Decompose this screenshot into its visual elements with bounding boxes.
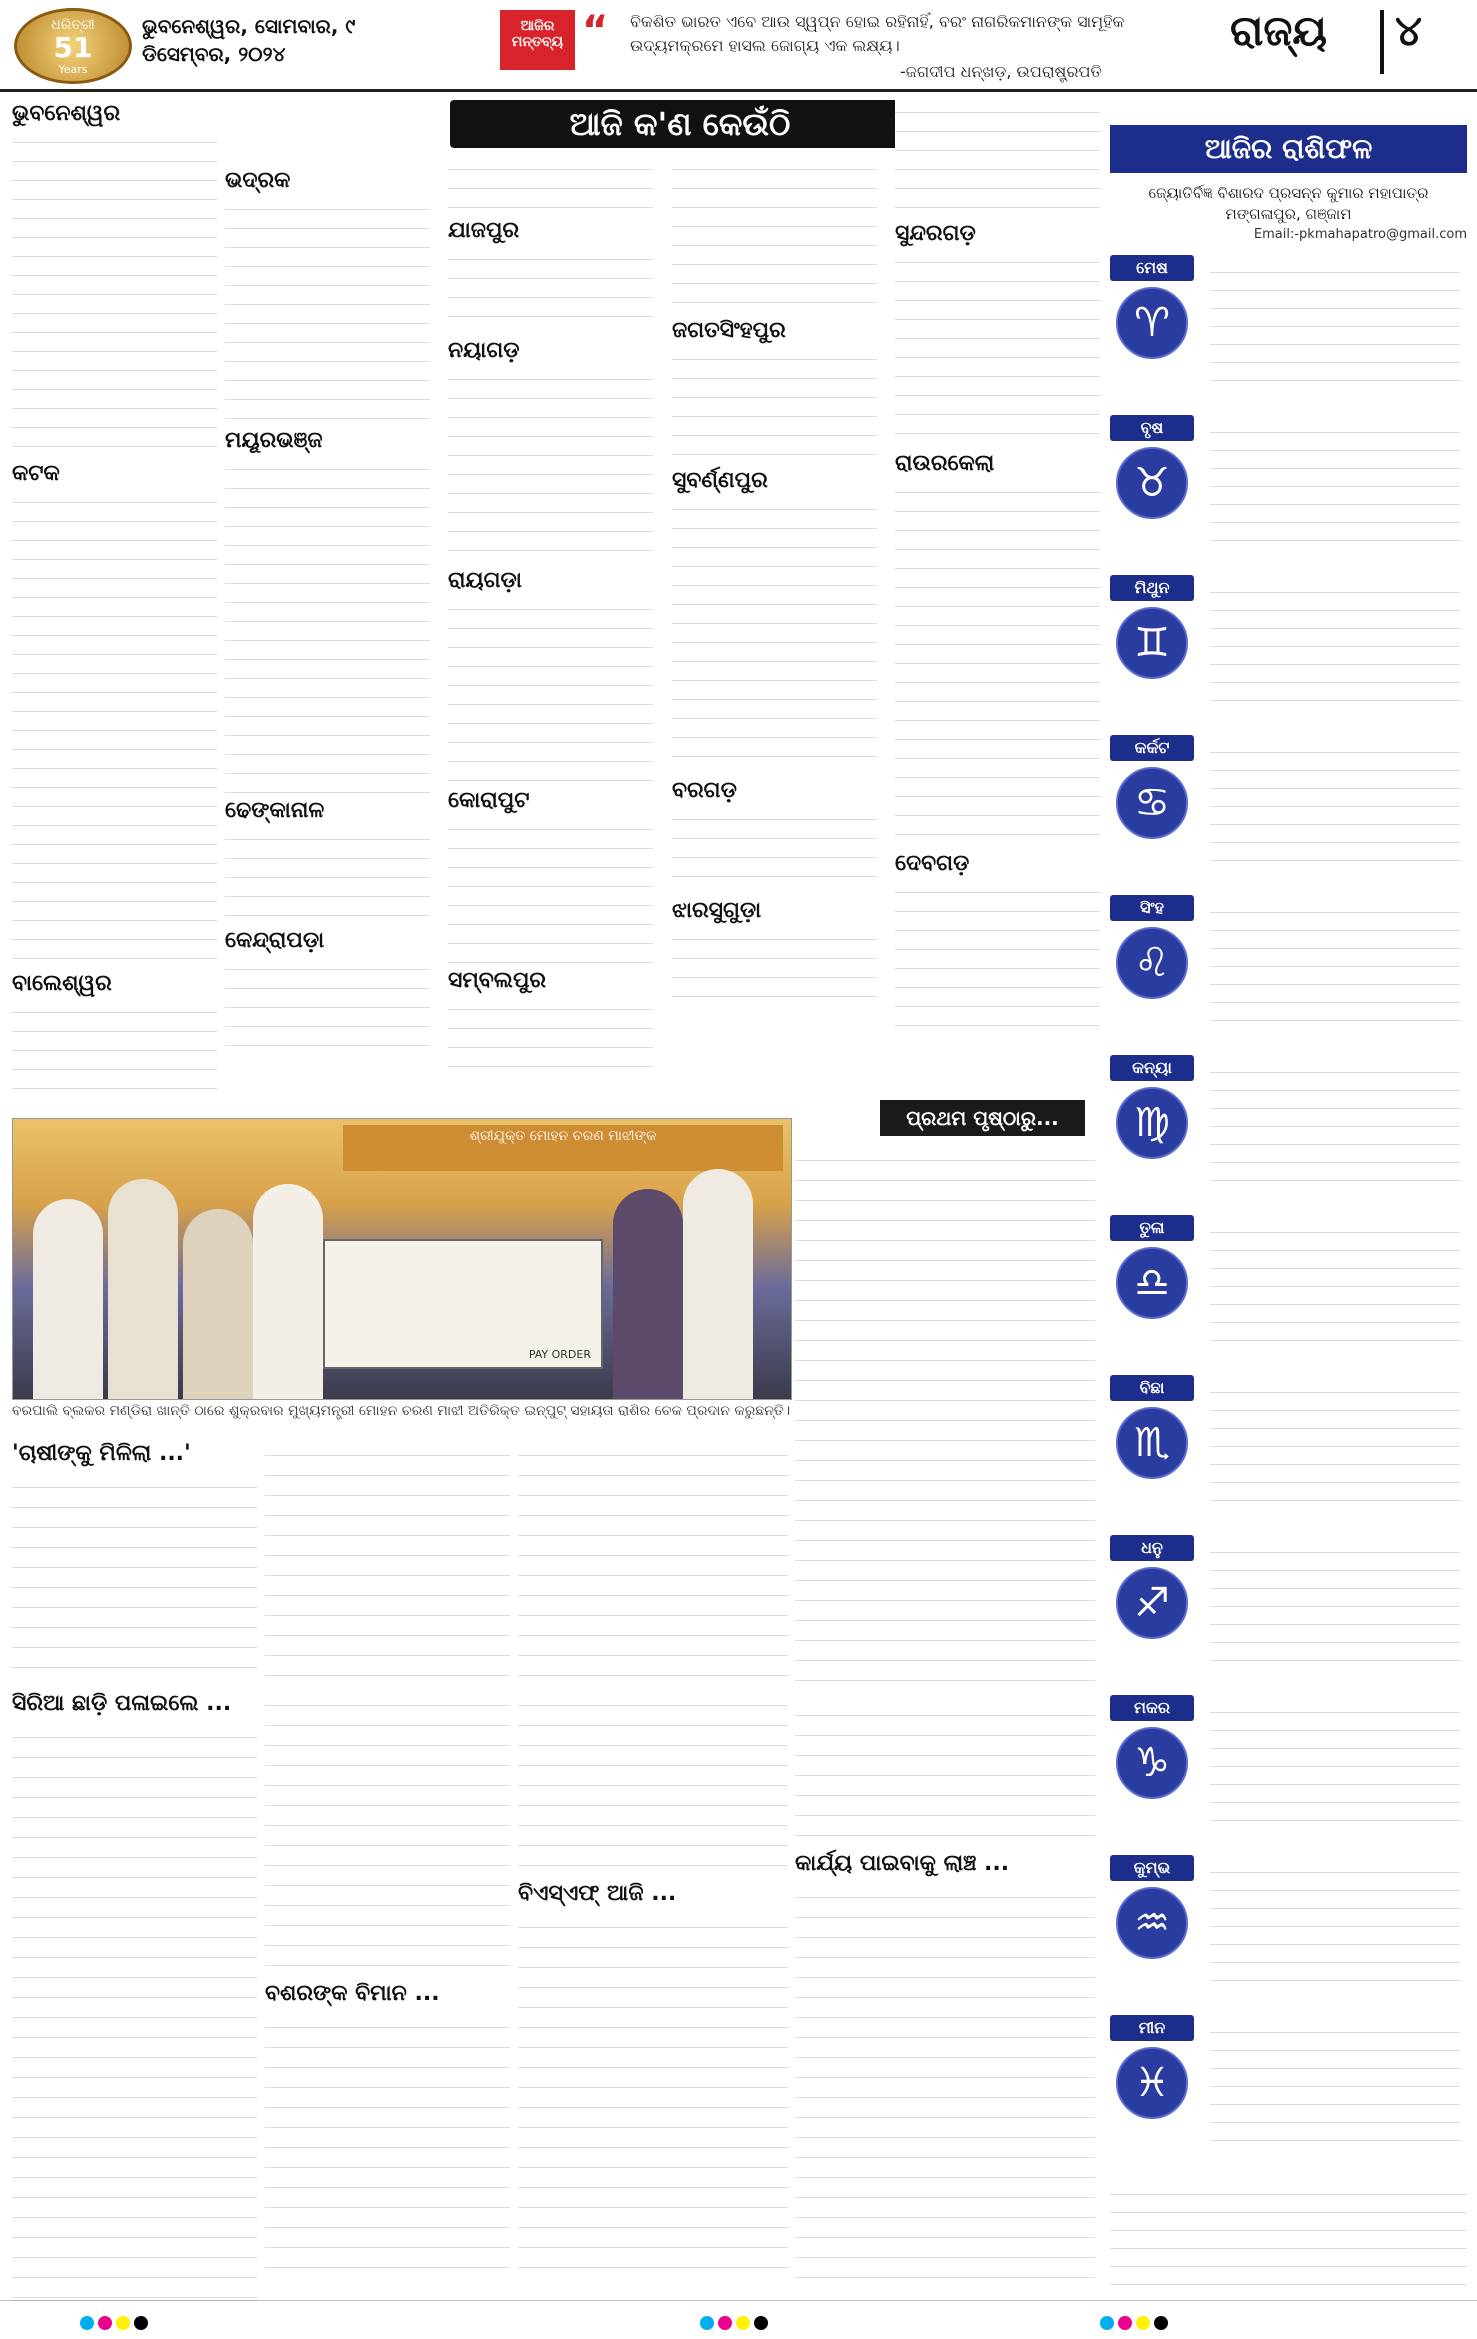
sign-prediction [1210, 2019, 1460, 2149]
event-list [672, 345, 877, 465]
article-column [12, 1690, 257, 2302]
article-column [518, 1690, 788, 2282]
quote-attribution: -ଜଗଦୀପ ଧନ୍ଖଡ଼, ଉପରାଷ୍ଟ୍ରପତି [900, 62, 1102, 81]
cancer-icon: ♋ [1116, 767, 1188, 839]
person [683, 1169, 753, 1399]
article-body [795, 1700, 1095, 1840]
event-list [895, 478, 1100, 848]
cyan-mark-icon [1100, 2316, 1114, 2330]
leo-icon: ♌ [1116, 927, 1188, 999]
events-column-2 [225, 155, 430, 1055]
photo-caption: ବରପାଲି ବ୍ଲକର ମଣ୍ଡିରା ଖାନ୍ତି ଠାରେ ଶୁକ୍ରବାର ମୁଖ୍ୟମନ୍ତ୍ରୀ ମୋହନ ଚରଣ ମାଝୀ ଅତିରିକ୍ତ ଇନ୍ପୁଟ୍ ସହାୟତା ରାଶିର ଚେକ ପ୍ରଦାନ କରୁଛନ୍ତି। [12, 1403, 791, 1419]
article-headline: 'ଚାଷୀଙ୍କୁ ମିଳିଲା ...' [12, 1441, 191, 1466]
event-list [12, 488, 217, 968]
sign-label: ସିଂହ [1110, 895, 1194, 921]
city-heading: ବରଗଡ଼ [672, 778, 737, 803]
black-mark-icon [1154, 2316, 1168, 2330]
events-title: ଆଜି କ'ଣ କେଉଁଠି [450, 100, 910, 148]
article-headline: କାର୍ଯ୍ୟ ପାଇବାକୁ ଲାଞ୍ଚ ... [795, 1851, 1010, 1876]
person [183, 1209, 253, 1399]
black-mark-icon [754, 2316, 768, 2330]
sign-label: ବିଛା [1110, 1375, 1194, 1401]
article-column [12, 1440, 257, 1682]
quote-text: ବିକଶିତ ଭାରତ ଏବେ ଆଉ ସ୍ୱପ୍ନ ହୋଇ ରହିନାହିଁ, ବରଂ ନାଗରିକମାନଙ୍କ ସାମୂହିକ ଉଦ୍ୟମକ୍ରମେ ହାସଲ ଜୋଗ୍ୟ ଏକ ଲକ୍ଷ୍ୟ। [630, 12, 1125, 55]
event-list [225, 955, 430, 1055]
event-list [895, 248, 1100, 448]
city-heading: ସୁବର୍ଣ୍ଣପୁର [672, 468, 768, 493]
events-column-1 [12, 98, 217, 1098]
quote-mark-icon: “ [582, 8, 609, 54]
article-body [795, 1145, 1095, 1695]
page-number: ୪ [1395, 6, 1422, 55]
sign-label: ବୃଷ [1110, 415, 1194, 441]
city-heading: ମୟୂରଭଞ୍ଜ [225, 428, 323, 453]
yellow-mark-icon [736, 2316, 750, 2330]
horoscope-title: ଆଜିର ରାଶିଫଳ [1110, 125, 1467, 173]
event-list [448, 365, 653, 565]
section-title: ରାଜ୍ୟ [1230, 6, 1328, 55]
horoscope-email: Email:-pkmahapatro@gmail.com [1253, 227, 1467, 242]
news-photo [12, 1118, 792, 1400]
sign-prediction [1210, 1379, 1460, 1509]
city-heading: କୋରାପୁଟ [448, 788, 530, 813]
continued-heading: ପ୍ରଥମ ପୃଷ୍ଠାରୁ... [880, 1100, 1085, 1136]
masthead [0, 0, 1477, 92]
magenta-mark-icon [1118, 2316, 1132, 2330]
city-heading: ଦେବଗଡ଼ [895, 851, 970, 876]
sign-label: ମିଥୁନ [1110, 575, 1194, 601]
event-list [225, 825, 430, 925]
article-body [265, 1690, 510, 1970]
event-list [12, 998, 217, 1098]
events-column-4 [672, 155, 877, 1015]
event-list [225, 455, 430, 795]
badge-number: 51 [53, 31, 93, 64]
event-list [448, 995, 653, 1085]
city-heading: ଯାଜପୁର [448, 218, 520, 243]
sign-prediction [1210, 1059, 1460, 1189]
person [108, 1179, 178, 1399]
sign-prediction [1210, 419, 1460, 549]
sign-prediction [1210, 259, 1460, 389]
aquarius-icon: ♒ [1116, 1887, 1188, 1959]
sign-prediction [1210, 1699, 1460, 1829]
sign-label: ମୀନ [1110, 2015, 1194, 2041]
photo-banner: ଶ୍ରୀଯୁକ୍ତ ମୋହନ ଚରଣ ମାଝୀଙ୍କ [343, 1125, 783, 1171]
city-heading: କେନ୍ଦ୍ରାପଡ଼ା [225, 928, 325, 953]
city-heading: ଭଦ୍ରକ [225, 168, 291, 193]
aries-icon: ♈ [1116, 287, 1188, 359]
cheque [323, 1239, 603, 1369]
magenta-mark-icon [718, 2316, 732, 2330]
article-body [12, 1472, 257, 1682]
cyan-mark-icon [700, 2316, 714, 2330]
person [613, 1189, 683, 1399]
footer-rule [0, 2300, 1477, 2301]
article-body [518, 1690, 788, 1870]
event-list [225, 195, 430, 425]
libra-icon: ♎ [1116, 1247, 1188, 1319]
sign-prediction [1210, 579, 1460, 709]
sign-label: ତୁଳା [1110, 1215, 1194, 1241]
sign-label: କର୍କଟ [1110, 735, 1194, 761]
event-list [672, 805, 877, 895]
gemini-icon: ♊ [1116, 607, 1188, 679]
sign-label: କନ୍ୟା [1110, 1055, 1194, 1081]
section-divider [1380, 10, 1384, 74]
yellow-mark-icon [1136, 2316, 1150, 2330]
city-heading: ସୁନ୍ଦରଗଡ଼ [895, 221, 976, 246]
city-heading: ବାଲେଶ୍ୱର [12, 971, 112, 996]
city-heading: ସମ୍ବଲପୁର [448, 968, 547, 993]
scorpio-icon: ♏ [1116, 1407, 1188, 1479]
city-heading: ରାୟଗଡ଼ା [448, 568, 522, 593]
city-heading: କଟକ [12, 461, 60, 486]
event-list [895, 878, 1100, 1028]
article-body [265, 1440, 510, 1680]
horoscope-panel [1110, 125, 1467, 2185]
article-body [12, 1722, 257, 2302]
city-heading: ରାଉରକେଲା [895, 451, 995, 476]
sign-prediction [1210, 1219, 1460, 1349]
sign-prediction [1210, 899, 1460, 1029]
events-column-5 [895, 98, 1100, 1028]
article-column [795, 1700, 1095, 2282]
cheque-label: PAY ORDER [528, 1348, 591, 1361]
city-heading: ଭୁବନେଶ୍ୱର [12, 101, 121, 126]
person [33, 1199, 103, 1399]
article-body [518, 1912, 788, 2282]
sign-prediction [1210, 1539, 1460, 1669]
article-body [265, 2012, 510, 2272]
events-column-3 [448, 155, 653, 1085]
horoscope-author: ଜ୍ୟୋତିର୍ବିଜ୍ଞ ବିଶାରଦ ପ୍ରସନ୍ନ କୁମାର ମହାପାତ୍ର ମଙ୍ଗଳାପୁର, ଗଞ୍ଜାମ [1148, 184, 1429, 223]
note-text [1110, 2180, 1467, 2290]
pisces-icon: ♓ [1116, 2047, 1188, 2119]
city-heading: ଜଗତସିଂହପୁର [672, 318, 786, 343]
article-headline: ସିରିଆ ଛାଡ଼ି ପଳାଇଲେ ... [12, 1691, 232, 1716]
sign-prediction [1210, 1859, 1460, 1989]
badge-years: Years [58, 63, 88, 76]
capricorn-icon: ♑ [1116, 1727, 1188, 1799]
sign-label: ମେଷ [1110, 255, 1194, 281]
sign-label: ଧନୁ [1110, 1535, 1194, 1561]
event-list [448, 595, 653, 785]
taurus-icon: ♉ [1116, 447, 1188, 519]
article-column [265, 1690, 510, 2272]
sign-label: କୁମ୍ଭ [1110, 1855, 1194, 1881]
article-headline: ବିଏସ୍ଏଫ୍ ଆଜି ... [518, 1881, 677, 1906]
city-heading: ଝାରସୁଗୁଡ଼ା [672, 898, 762, 923]
event-list [448, 245, 653, 335]
cyan-mark-icon [80, 2316, 94, 2330]
sign-label: ମକର [1110, 1695, 1194, 1721]
registration-marks [0, 2310, 1477, 2339]
sagittarius-icon: ♐ [1116, 1567, 1188, 1639]
virgo-icon: ♍ [1116, 1087, 1188, 1159]
article-body [518, 1440, 788, 1680]
event-list [448, 815, 653, 965]
article-body [795, 1882, 1095, 2282]
anniversary-badge [14, 8, 132, 84]
event-list [672, 925, 877, 1015]
event-list [12, 128, 217, 458]
badge-title: ଧରିତ୍ରୀ [51, 17, 95, 33]
quote-label: ଆଜିର ମନ୍ତବ୍ୟ [500, 10, 575, 70]
black-mark-icon [134, 2316, 148, 2330]
city-heading: ନୟାଗଡ଼ [448, 338, 520, 363]
event-list [672, 495, 877, 775]
article-headline: ବଶରଙ୍କ ବିମାନ ... [265, 1981, 440, 2006]
dateline: ଭୁବନେଶ୍ୱର, ସୋମବାର, ୯ ଡିସେମ୍ବର, ୨୦୨୪ [142, 14, 356, 66]
person [253, 1184, 323, 1399]
city-heading: ଢେଙ୍କାନାଳ [225, 798, 325, 823]
magenta-mark-icon [98, 2316, 112, 2330]
sign-prediction [1210, 739, 1460, 869]
yellow-mark-icon [116, 2316, 130, 2330]
